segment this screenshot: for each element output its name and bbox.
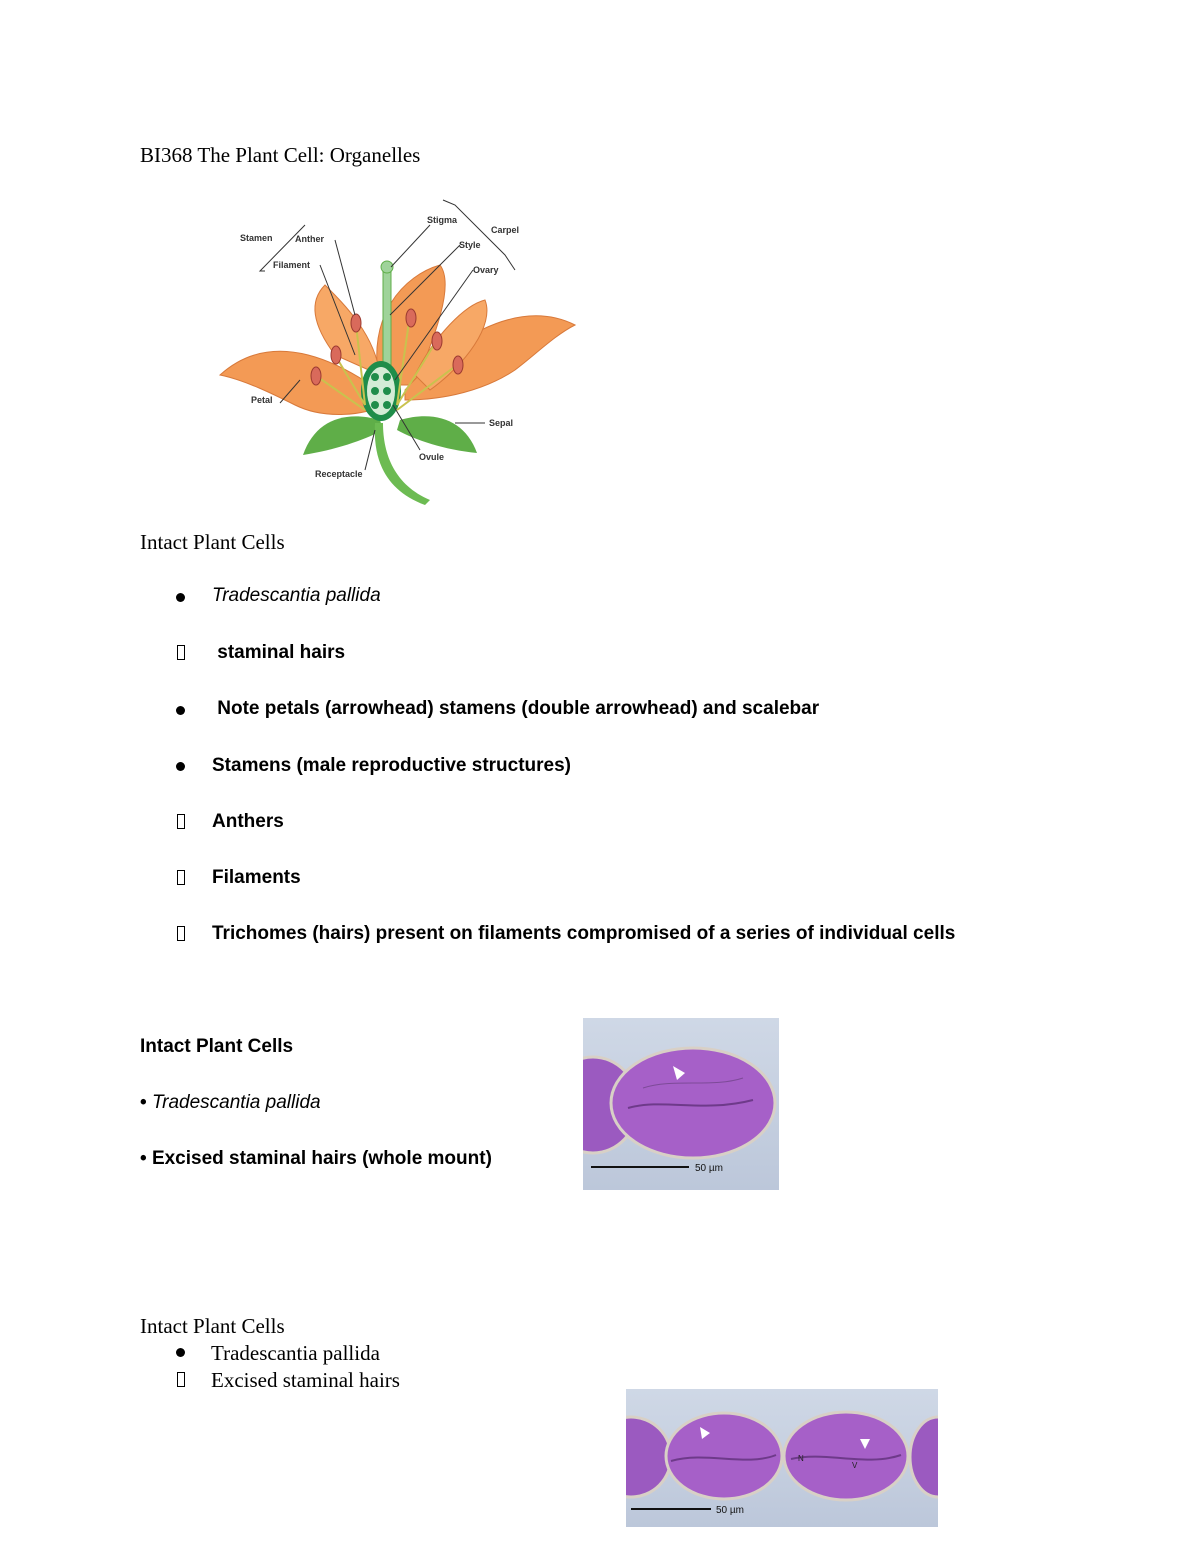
label-style: Style — [459, 240, 481, 250]
list-item-text: Excised staminal hairs (whole mount) — [151, 1148, 492, 1169]
label-stamen: Stamen — [240, 233, 273, 243]
list-item: Trichomes (hairs) present on filaments compromised of a series of individual cells — [212, 923, 956, 944]
list-item: Filaments — [212, 867, 301, 888]
micrograph-staminal-hair — [583, 1018, 779, 1190]
section-heading: Intact Plant Cells — [140, 1036, 294, 1057]
bullet-dot-icon — [176, 762, 185, 771]
scalebar-label: 50 µm — [716, 1505, 744, 1516]
section-heading: Intact Plant Cells — [140, 1314, 285, 1338]
label-anther: Anther — [295, 234, 324, 244]
list-item: Tradescantia pallida — [211, 1341, 380, 1365]
list-item-text: Tradescantia pallida — [151, 1092, 321, 1113]
list-item: Stamens (male reproductive structures) — [212, 755, 572, 776]
missing-glyph-icon — [177, 1372, 185, 1387]
missing-glyph-icon — [177, 814, 185, 829]
missing-glyph-icon — [177, 926, 185, 941]
label-carpel: Carpel — [491, 225, 520, 235]
list-item: Tradescantia pallida — [212, 585, 381, 606]
bullet-glyph: • — [140, 1092, 147, 1113]
list-item: Anthers — [212, 811, 284, 832]
label-ovary: Ovary — [473, 265, 499, 275]
missing-glyph-icon — [177, 645, 185, 660]
missing-glyph-icon — [177, 870, 185, 885]
page-title: BI368 The Plant Cell: Organelles — [140, 143, 421, 167]
vacuole-label: V — [852, 1461, 858, 1470]
label-ovule: Ovule — [419, 452, 445, 462]
bullet-dot-icon — [176, 1348, 185, 1357]
label-stigma: Stigma — [427, 215, 458, 225]
nucleus-label: N — [798, 1454, 804, 1463]
flower-diagram — [215, 195, 590, 505]
scalebar-label: 50 µm — [695, 1163, 723, 1174]
bullet-glyph: • — [140, 1148, 147, 1169]
list-item — [140, 1148, 492, 1170]
bullet-dot-icon — [176, 593, 185, 602]
list-item — [140, 1092, 321, 1114]
list-item: Excised staminal hairs — [211, 1368, 400, 1392]
list-item: Note petals (arrowhead) stamens (double arrowhead) and scalebar — [212, 698, 820, 719]
label-receptacle: Receptacle — [315, 469, 363, 479]
list-item: staminal hairs — [212, 642, 346, 663]
micrograph-excised-hairs — [626, 1389, 938, 1527]
label-sepal: Sepal — [489, 418, 514, 428]
bullet-dot-icon — [176, 706, 185, 715]
label-filament: Filament — [273, 260, 311, 270]
section-heading: Intact Plant Cells — [140, 530, 285, 554]
label-petal: Petal — [251, 395, 273, 405]
